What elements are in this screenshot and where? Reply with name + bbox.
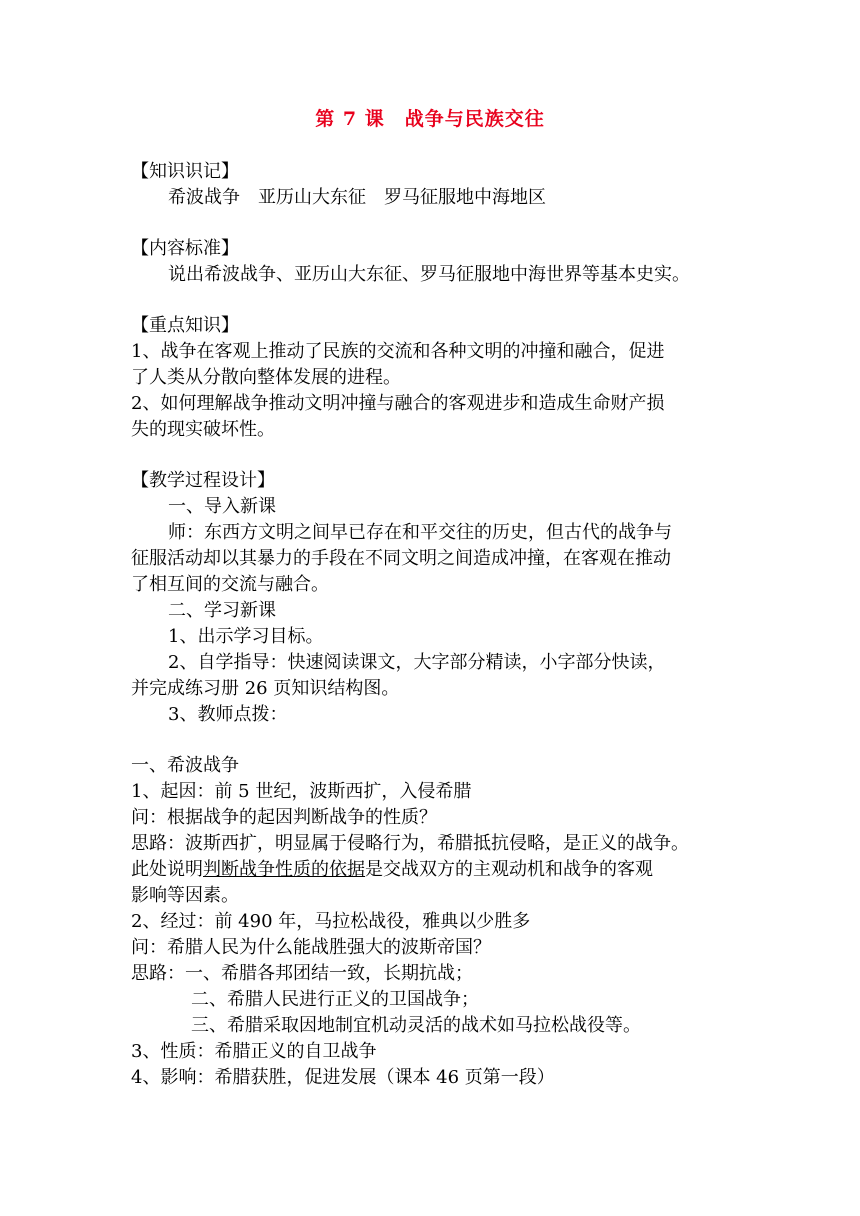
section-heading-knowledge: 【知识识记】 <box>131 161 239 182</box>
knowledge-items: 希波战争 亚历山大东征 罗马征服地中海地区 <box>168 187 546 208</box>
step-1: 1、出示学习目标。 <box>168 626 324 647</box>
subheading-new-lesson: 二、学习新课 <box>168 600 276 621</box>
section-heading-greco-persian-war: 一、希波战争 <box>131 755 239 776</box>
nature-line: 3、性质：希腊正义的自卫战争 <box>131 1041 377 1062</box>
thought-2-line-1: 思路：一、希腊各邦团结一致，长期抗战； <box>131 963 473 984</box>
thought-2-line-2: 二、希腊人民进行正义的卫国战争； <box>191 989 479 1010</box>
thought-1-pre: 此处说明 <box>131 859 203 880</box>
standard-text: 说出希波战争、亚历山大东征、罗马征服地中海世界等基本史实。 <box>168 264 690 285</box>
cause-line: 1、起因：前 5 世纪，波斯西扩，入侵希腊 <box>131 781 472 802</box>
step-3: 3、教师点拨： <box>168 704 288 725</box>
thought-1-line-3: 影响等因素。 <box>131 885 239 906</box>
section-heading-teaching-process: 【教学过程设计】 <box>131 470 275 491</box>
key-point-2-line-2: 失的现实破坏性。 <box>131 419 275 440</box>
thought-1-line-2 <box>131 857 731 883</box>
step-2-line-1: 2、自学指导：快速阅读课文，大字部分精读，小字部分快读， <box>168 652 666 673</box>
key-point-1-line-2: 了人类从分散向整体发展的进程。 <box>131 367 401 388</box>
thought-1-post: 是交战双方的主观动机和战争的客观 <box>365 859 653 880</box>
teacher-text-line-1: 师：东西方文明之间早已存在和平交往的历史，但古代的战争与 <box>168 522 672 543</box>
question-1: 问：根据战争的起因判断战争的性质？ <box>131 807 437 828</box>
lesson-title: 第 7 课 战争与民族交往 <box>315 108 545 130</box>
question-2: 问：希腊人民为什么能战胜强大的波斯帝国？ <box>131 937 491 958</box>
impact-line: 4、影响：希腊获胜，促进发展（课本 46 页第一段） <box>131 1067 555 1088</box>
step-2-line-2: 并完成练习册 26 页知识结构图。 <box>131 678 400 699</box>
subheading-introduction: 一、导入新课 <box>168 496 276 517</box>
teacher-text-line-2: 征服活动却以其暴力的手段在不同文明之间造成冲撞，在客观在推动 <box>131 548 671 569</box>
process-line: 2、经过：前 490 年，马拉松战役，雅典以少胜多 <box>131 911 531 932</box>
key-point-2-line-1: 2、如何理解战争推动文明冲撞与融合的客观进步和造成生命财产损 <box>131 393 665 414</box>
section-heading-standard: 【内容标准】 <box>131 238 239 259</box>
thought-1-line-1: 思路：波斯西扩，明显属于侵略行为，希腊抵抗侵略，是正义的战争。 <box>131 833 689 854</box>
section-heading-key-points: 【重点知识】 <box>131 315 239 336</box>
underlined-criteria: 判断战争性质的依据 <box>203 859 365 880</box>
thought-2-line-3: 三、希腊采取因地制宜机动灵活的战术如马拉松战役等。 <box>191 1015 641 1036</box>
teacher-text-line-3: 了相互间的交流与融合。 <box>131 574 329 595</box>
document-body <box>131 159 731 1091</box>
key-point-1-line-1: 1、战争在客观上推动了民族的交流和各种文明的冲撞和融合，促进 <box>131 341 665 362</box>
